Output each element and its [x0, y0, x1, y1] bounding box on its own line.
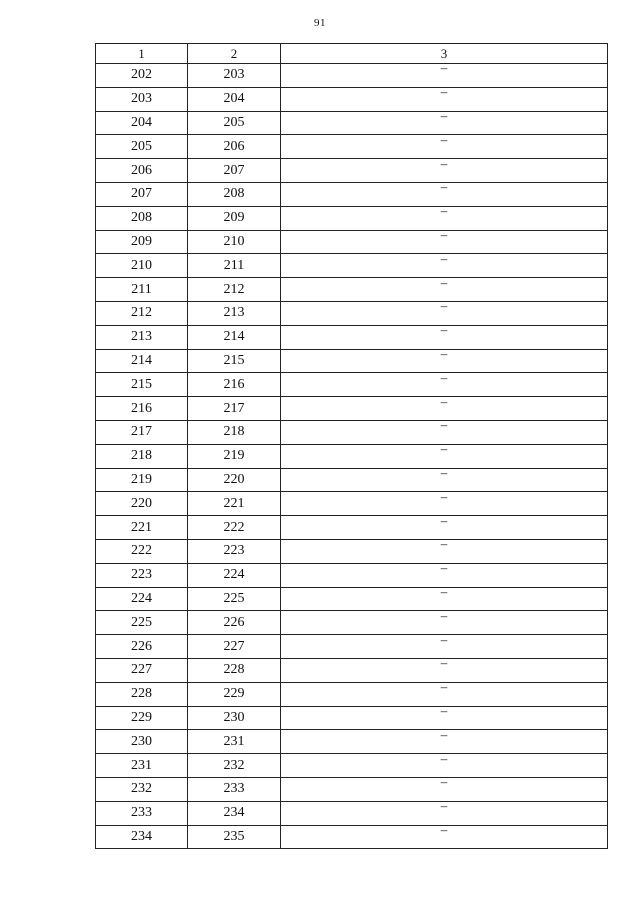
- dash-mark: –: [440, 203, 448, 219]
- dash-mark: –: [440, 345, 448, 361]
- cell-col-2: 225: [188, 587, 281, 611]
- dash-mark: –: [440, 655, 448, 671]
- dash-mark: –: [440, 369, 448, 385]
- cell-col-1: 226: [96, 635, 188, 659]
- cell-col-1: 232: [96, 777, 188, 801]
- cell-col-2: 234: [188, 801, 281, 825]
- cell-col-1: 221: [96, 516, 188, 540]
- cell-col-1: 216: [96, 397, 188, 421]
- dash-mark: –: [440, 560, 448, 576]
- dash-mark: –: [440, 441, 448, 457]
- table-row: [96, 801, 608, 825]
- table-row: [96, 64, 608, 88]
- dash-mark: –: [440, 536, 448, 552]
- cell-col-1: 224: [96, 587, 188, 611]
- cell-col-2: 210: [188, 230, 281, 254]
- table-row: [96, 111, 608, 135]
- cell-col-1: 234: [96, 825, 188, 849]
- table-row: [96, 206, 608, 230]
- dash-mark: –: [440, 393, 448, 409]
- table-row: [96, 658, 608, 682]
- dash-mark: –: [440, 631, 448, 647]
- table-row: [96, 230, 608, 254]
- table-row: [96, 825, 608, 849]
- cell-col-2: 226: [188, 611, 281, 635]
- column-header-1: 1: [96, 44, 188, 64]
- dash-mark: –: [440, 250, 448, 266]
- table-row: [96, 278, 608, 302]
- cell-col-1: 212: [96, 301, 188, 325]
- table-row: [96, 349, 608, 373]
- dash-mark: –: [440, 798, 448, 814]
- cell-col-2: 232: [188, 754, 281, 778]
- table-row: [96, 159, 608, 183]
- cell-col-1: 209: [96, 230, 188, 254]
- cell-col-1: 210: [96, 254, 188, 278]
- table-row: [96, 611, 608, 635]
- cell-col-2: 228: [188, 658, 281, 682]
- column-header-3: 3: [281, 44, 608, 64]
- cell-col-2: 230: [188, 706, 281, 730]
- cell-col-2: 217: [188, 397, 281, 421]
- cell-col-1: 231: [96, 754, 188, 778]
- cell-col-2: 212: [188, 278, 281, 302]
- cell-col-2: 227: [188, 635, 281, 659]
- dash-mark: –: [440, 84, 448, 100]
- cell-col-2: 203: [188, 64, 281, 88]
- cell-col-1: 220: [96, 492, 188, 516]
- table-row: [96, 301, 608, 325]
- column-header-2: 2: [188, 44, 281, 64]
- dash-mark: –: [440, 607, 448, 623]
- cell-col-1: 217: [96, 420, 188, 444]
- cell-col-2: 229: [188, 682, 281, 706]
- table-row: [96, 754, 608, 778]
- dash-mark: –: [440, 488, 448, 504]
- dash-mark: –: [440, 464, 448, 480]
- dash-mark: –: [440, 679, 448, 695]
- cell-col-1: 230: [96, 730, 188, 754]
- table-row: [96, 397, 608, 421]
- dash-mark: –: [440, 322, 448, 338]
- cell-col-2: 231: [188, 730, 281, 754]
- table-body: [96, 60, 608, 849]
- cell-col-1: 211: [96, 278, 188, 302]
- cell-col-1: 202: [96, 64, 188, 88]
- table-header: [96, 44, 608, 64]
- dash-mark: –: [440, 155, 448, 171]
- cell-col-2: 222: [188, 516, 281, 540]
- cell-col-1: 206: [96, 159, 188, 183]
- table-row: [96, 635, 608, 659]
- table-row: [96, 254, 608, 278]
- table-row: [96, 682, 608, 706]
- table-row: [96, 539, 608, 563]
- cell-col-2: 204: [188, 87, 281, 111]
- cell-col-1: 223: [96, 563, 188, 587]
- table-row: [96, 587, 608, 611]
- cell-col-1: 207: [96, 182, 188, 206]
- cell-col-2: 209: [188, 206, 281, 230]
- cell-col-1: 225: [96, 611, 188, 635]
- cell-col-1: 203: [96, 87, 188, 111]
- cell-col-2: 207: [188, 159, 281, 183]
- dash-mark: –: [440, 750, 448, 766]
- dash-mark: –: [440, 774, 448, 790]
- data-table: [95, 43, 608, 849]
- table-row: [96, 182, 608, 206]
- cell-col-1: 229: [96, 706, 188, 730]
- cell-col-2: 223: [188, 539, 281, 563]
- table-row: [96, 135, 608, 159]
- cell-col-2: 235: [188, 825, 281, 849]
- cell-col-2: 206: [188, 135, 281, 159]
- dash-mark: –: [440, 226, 448, 242]
- cell-col-1: 213: [96, 325, 188, 349]
- dash-mark: –: [440, 702, 448, 718]
- cell-col-2: 214: [188, 325, 281, 349]
- cell-col-1: 218: [96, 444, 188, 468]
- cell-col-1: 215: [96, 373, 188, 397]
- cell-col-2: 218: [188, 420, 281, 444]
- cell-col-1: 204: [96, 111, 188, 135]
- data-table-container: [95, 43, 607, 849]
- header-row: [96, 44, 608, 64]
- dash-mark: –: [440, 179, 448, 195]
- cell-col-2: 221: [188, 492, 281, 516]
- cell-col-2: 219: [188, 444, 281, 468]
- cell-col-2: 211: [188, 254, 281, 278]
- table-row: [96, 777, 608, 801]
- cell-col-1: 214: [96, 349, 188, 373]
- cell-col-1: 228: [96, 682, 188, 706]
- cell-col-2: 208: [188, 182, 281, 206]
- cell-col-2: 215: [188, 349, 281, 373]
- table-row: [96, 325, 608, 349]
- table-row: [96, 516, 608, 540]
- cell-col-3: [281, 821, 608, 849]
- cell-col-2: 220: [188, 468, 281, 492]
- dash-mark: –: [440, 726, 448, 742]
- table-row: [96, 420, 608, 444]
- table-row: [96, 444, 608, 468]
- dash-mark: –: [440, 60, 448, 76]
- dash-mark: –: [440, 821, 448, 837]
- table-row: [96, 730, 608, 754]
- cell-col-1: 205: [96, 135, 188, 159]
- table-row: [96, 706, 608, 730]
- cell-col-2: 233: [188, 777, 281, 801]
- table-row: [96, 563, 608, 587]
- dash-mark: –: [440, 274, 448, 290]
- cell-col-2: 213: [188, 301, 281, 325]
- cell-col-2: 224: [188, 563, 281, 587]
- dash-mark: –: [440, 298, 448, 314]
- cell-col-2: 216: [188, 373, 281, 397]
- cell-col-1: 222: [96, 539, 188, 563]
- cell-col-1: 219: [96, 468, 188, 492]
- cell-col-1: 208: [96, 206, 188, 230]
- cell-col-1: 233: [96, 801, 188, 825]
- cell-col-2: 205: [188, 111, 281, 135]
- dash-mark: –: [440, 583, 448, 599]
- table-row: [96, 87, 608, 111]
- dash-mark: –: [440, 512, 448, 528]
- table-row: [96, 492, 608, 516]
- page-number: 91: [314, 17, 326, 29]
- table-row: [96, 468, 608, 492]
- dash-mark: –: [440, 107, 448, 123]
- table-row: [96, 373, 608, 397]
- dash-mark: –: [440, 131, 448, 147]
- dash-mark: –: [440, 417, 448, 433]
- cell-col-1: 227: [96, 658, 188, 682]
